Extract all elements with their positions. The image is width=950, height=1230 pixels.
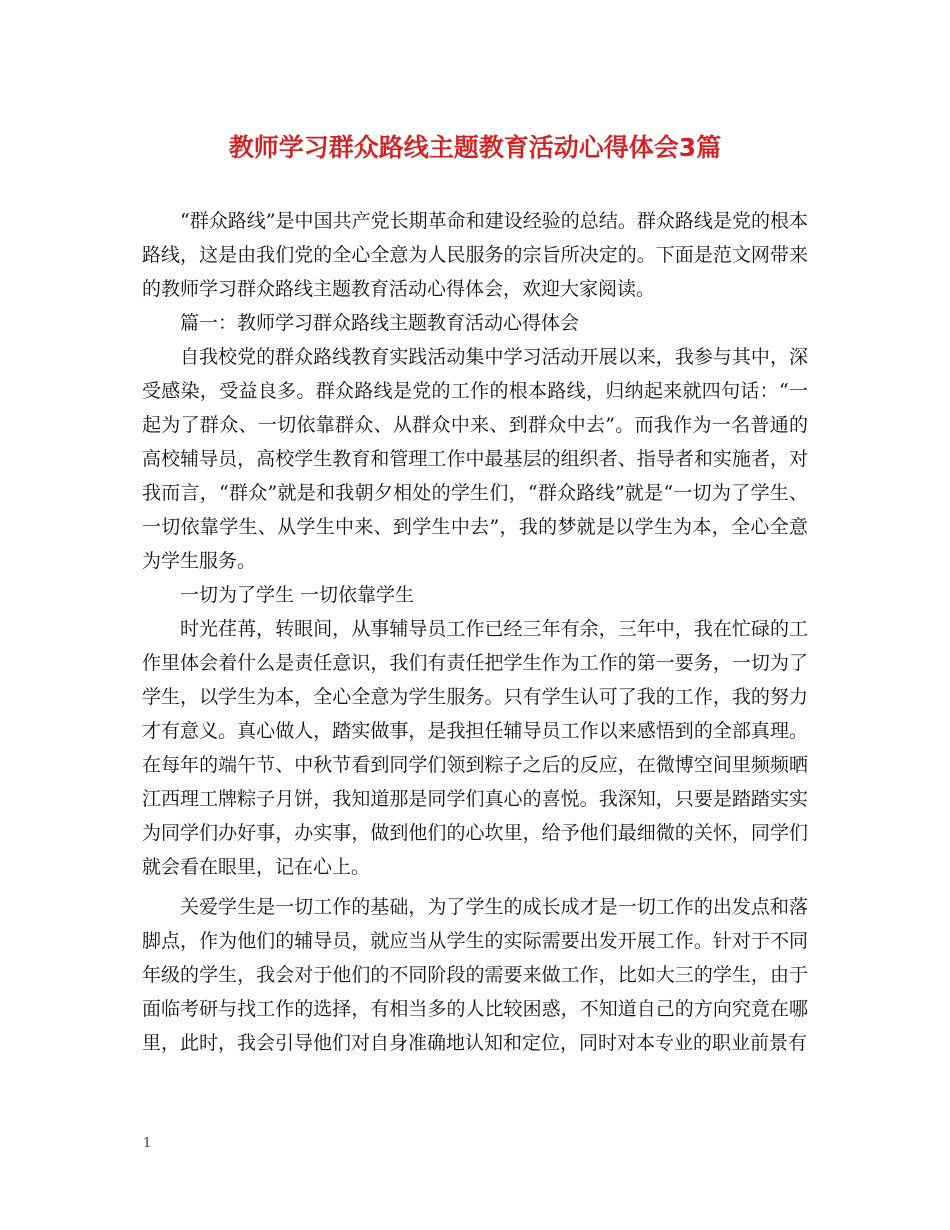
paragraph-intro: “群众路线”是中国共产党长期革命和建设经验的总结。群众路线是党的根本路线，这是由我们党的全心全意为人民服务的宗旨所决定的。下面是范文网带来的教师学习群众路线主题教育活动心得体会，欢迎大家阅读。 bbox=[142, 210, 808, 300]
paragraph-body-2: 时光荏苒，转眼间，从事辅导员工作已经三年有余，三年中，我在忙碌的工作里体会着什么是责任意识，我们有责任把学生作为工作的第一要务，一切为了学生，以学生为本，全心全意为学生服务。只有学生认可了我的工作，我的努力才有意义。真心做人，踏实做事，是我担任辅导员工作以来感悟到的全部真理。在每年的端午节、中秋节看到同学们领到粽子之后的反应，在微博空间里频频晒江西理工牌粽子月饼，我知道那是同学们真心的喜悦。我深知，只要是踏踏实实为同学们办好事，办实事，做到他们的心坎里，给予他们最细微的关怀，同学们就会看在眼里，记在心上。 bbox=[142, 618, 808, 878]
paragraph-body-3: 关爱学生是一切工作的基础，为了学生的成长成才是一切工作的出发点和落脚点，作为他们的辅导员，就应当从学生的实际需要出发开展工作。针对于不同年级的学生，我会对于他们的不同阶段的需要来做工作，比如大三的学生，由于面临考研与找工作的选择，有相当多的人比较困惑，不知道自己的方向究竟在哪里，此时，我会引导他们对自身准确地认知和定位，同时对本专业的职业前景有 bbox=[142, 896, 808, 1054]
paragraph-section-heading: 篇一：教师学习群众路线主题教育活动心得体会 bbox=[180, 312, 580, 334]
paragraph-subheading: 一切为了学生 一切依靠学生 bbox=[180, 584, 415, 606]
document-title: 教师学习群众路线主题教育活动心得体会3篇 bbox=[228, 133, 722, 162]
paragraph-body-1: 自我校党的群众路线教育实践活动集中学习活动开展以来，我参与其中，深受感染，受益良多。群众路线是党的工作的根本路线，归纳起来就四句话：“一起为了群众、一切依靠群众、从群众中来、到群众中去”。而我作为一名普通的高校辅导员，高校学生教育和管理工作中最基层的组织者、指导者和实施者，对我而言，“群众”就是和我朝夕相处的学生们，“群众路线”就是“一切为了学生、一切依靠学生、从学生中来、到学生中去”，我的梦就是以学生为本，全心全意为学生服务。 bbox=[142, 346, 808, 572]
document-body bbox=[142, 204, 808, 1060]
page-number: 1 bbox=[143, 1136, 152, 1151]
